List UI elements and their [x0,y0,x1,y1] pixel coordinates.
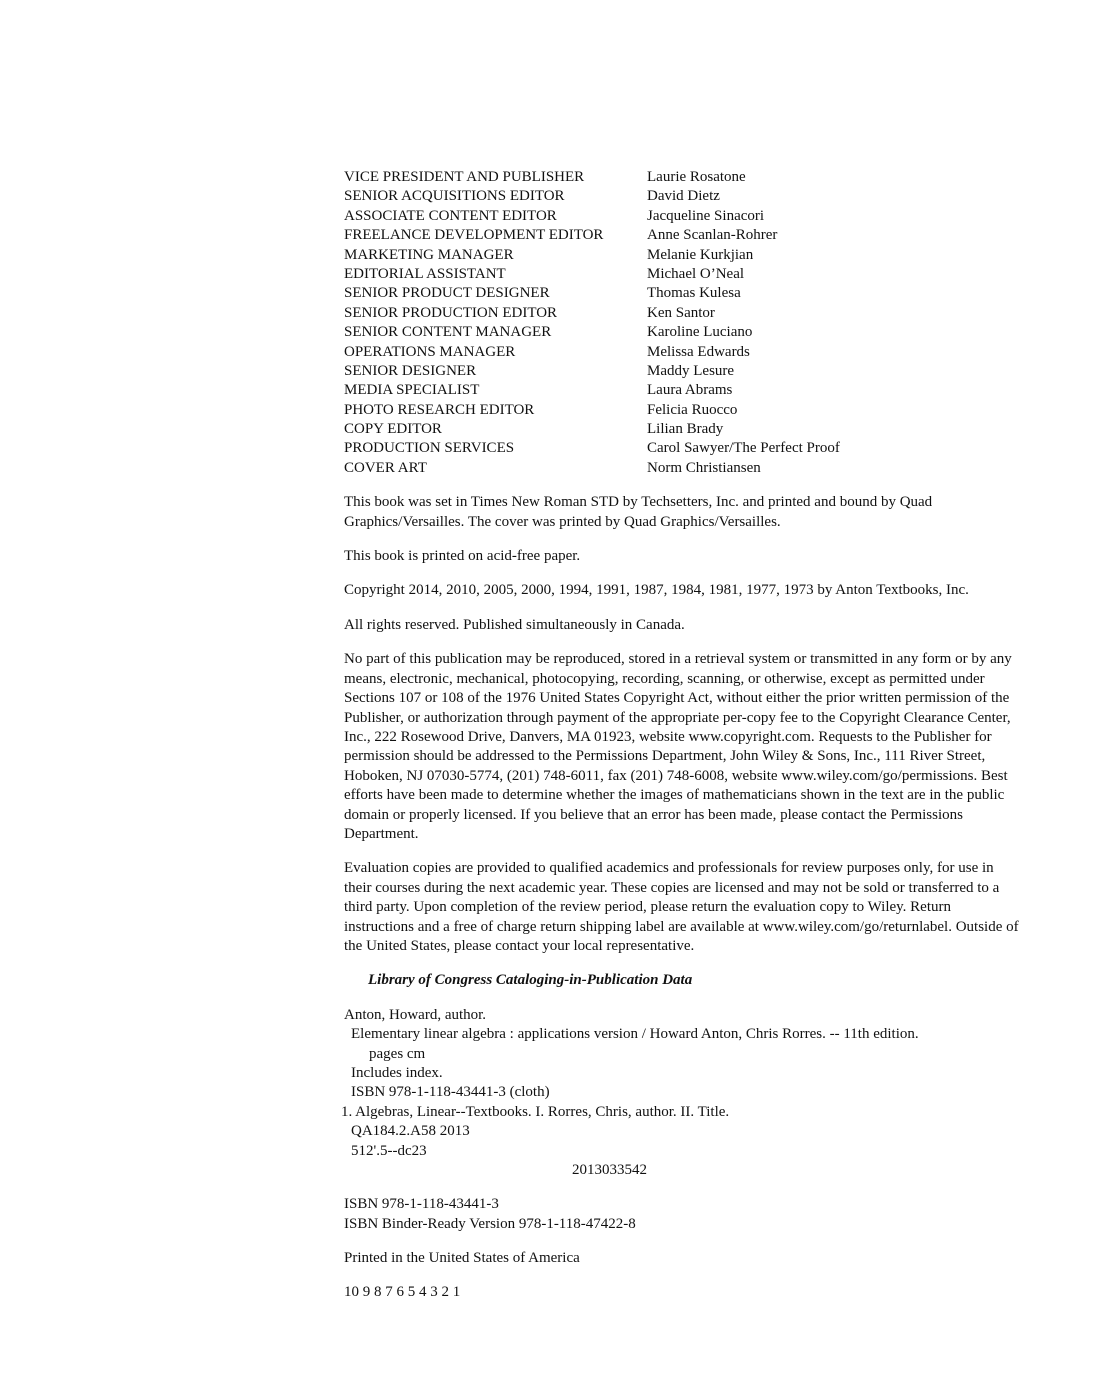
credit-role: OPERATIONS MANAGER [344,343,516,360]
credit-role: SENIOR PRODUCT DESIGNER [344,285,550,302]
cip-heading: Library of Congress Cataloging-in-Publication Data [368,972,693,989]
credit-name: Thomas Kulesa [647,285,741,302]
credit-name: Ken Santor [647,304,715,321]
credit-row [344,304,1024,323]
isbn-main: ISBN 978-1-118-43441-3 [344,1196,499,1213]
credit-role: COPY EDITOR [344,421,442,438]
credit-role: PRODUCTION SERVICES [344,440,515,457]
credit-name: Anne Scanlan-Rohrer [647,227,778,244]
print-line: 10 9 8 7 6 5 4 3 2 1 [344,1284,461,1301]
credit-role: MEDIA SPECIALIST [344,382,480,399]
credit-row [344,207,1024,226]
credit-role: FREELANCE DEVELOPMENT EDITOR [344,227,604,244]
cip-dewey: 512'.5--dc23 [351,1142,427,1159]
credit-row [344,284,1024,303]
typeset-paragraph: This book was set in Times New Roman STD by Techsetters, Inc. and printed and bound by Quad Graphics/Versailles. The cover was printed by Quad Graphics/Versailles. [344,494,933,530]
credit-row [344,187,1024,206]
credit-name: Norm Christiansen [647,459,761,476]
credit-role: SENIOR DESIGNER [344,362,477,379]
credit-name: Melissa Edwards [647,343,750,360]
cip-record [341,1006,1024,1181]
credit-role: MARKETING MANAGER [344,246,514,263]
isbn-binder: ISBN Binder-Ready Version 978-1-118-47422-8 [344,1215,636,1232]
cip-author: Anton, Howard, author. [344,1006,487,1023]
cip-isbn-cloth: ISBN 978-1-118-43441-3 (cloth) [351,1084,550,1101]
printed-in: Printed in the United States of America [344,1250,580,1267]
credit-name: Michael O’Neal [647,265,745,282]
credit-name: Laurie Rosatone [647,169,746,185]
credit-row [344,246,1024,265]
credit-row [344,381,1024,400]
credit-name: Laura Abrams [647,382,733,399]
credit-name: Felicia Ruocco [647,401,738,418]
credit-role: COVER ART [344,459,427,476]
copyright-page [341,168,1024,1303]
credit-row [344,459,1024,478]
credit-row [344,168,1024,187]
credit-row [344,226,1024,245]
credit-role: SENIOR ACQUISITIONS EDITOR [344,188,565,205]
credit-row [344,343,1024,362]
cip-index: Includes index. [351,1064,443,1081]
credit-name: Melanie Kurkjian [647,246,754,263]
credit-role: SENIOR CONTENT MANAGER [344,324,552,341]
credit-row [344,362,1024,381]
credit-row [344,401,1024,420]
credit-row [344,265,1024,284]
credit-role: SENIOR PRODUCTION EDITOR [344,304,558,321]
credit-role: VICE PRESIDENT AND PUBLISHER [344,169,585,185]
credit-name: David Dietz [647,188,720,205]
credit-row [344,420,1024,439]
rights-paragraph: All rights reserved. Published simultaneously in Canada. [344,616,685,633]
credit-name: Jacqueline Sinacori [647,207,765,224]
credit-row [344,323,1024,342]
cip-lccn: 2013033542 [572,1161,647,1178]
credit-name: Carol Sawyer/The Perfect Proof [647,440,840,457]
credit-role: EDITORIAL ASSISTANT [344,265,506,282]
cip-title: Elementary linear algebra : applications version / Howard Anton, Chris Rorres. -- 11th edition. [351,1026,919,1043]
credit-name: Lilian Brady [647,421,724,438]
credit-name: Maddy Lesure [647,362,735,379]
cip-subjects: 1. Algebras, Linear--Textbooks. I. Rorres, Chris, author. II. Title. [341,1103,730,1120]
credit-row [344,439,1024,458]
copyright-paragraph: Copyright 2014, 2010, 2005, 2000, 1994, 1991, 1987, 1984, 1981, 1977, 1973 by Anton Textbooks, Inc. [344,582,969,599]
credits-list [344,168,1024,478]
evaluation-paragraph: Evaluation copies are provided to qualified academics and professionals for review purposes only, for use in their courses during the next academic year. These copies are licensed and may not be sold or transferred to a third party. Upon completion of the review period, please return the evaluation copy to Wiley. Return instructions and a free of charge return shipping label are available at www.wiley.com/go/returnlabel. Outside of the United States, please contact your local representative. [344,860,1019,954]
acid-free-paragraph: This book is printed on acid-free paper. [344,548,581,565]
cip-pages: pages cm [369,1045,426,1062]
cip-lc-class: QA184.2.A58 2013 [351,1123,470,1140]
credit-role: ASSOCIATE CONTENT EDITOR [344,207,557,224]
credit-role: PHOTO RESEARCH EDITOR [344,401,535,418]
permissions-paragraph: No part of this publication may be reproduced, stored in a retrieval system or transmitted in any form or by any means, electronic, mechanical, photocopying, recording, scanning, or otherwise, except as permitted under Sections 107 or 108 of the 1976 United States Copyright Act, without either the prior written permission of the Publisher, or authorization through payment of the appropriate per-copy fee to the Copyright Clearance Center, Inc., 222 Rosewood Drive, Danvers, MA 01923, website www.copyright.com. Requests to the Publisher for permission should be addressed to the Permissions Department, John Wiley & Sons, Inc., 111 River Street, Hoboken, NJ 07030-5774, (201) 748-6011, fax (201) 748-6008, website www.wiley.com/go/permissions. Best efforts have been made to determine whether the images of mathematicians shown in the text are in the public domain or properly licensed. If you believe that an error has been made, please contact the Permissions Department. [344,651,1012,842]
credit-name: Karoline Luciano [647,324,753,341]
isbn-block [344,1195,1024,1234]
